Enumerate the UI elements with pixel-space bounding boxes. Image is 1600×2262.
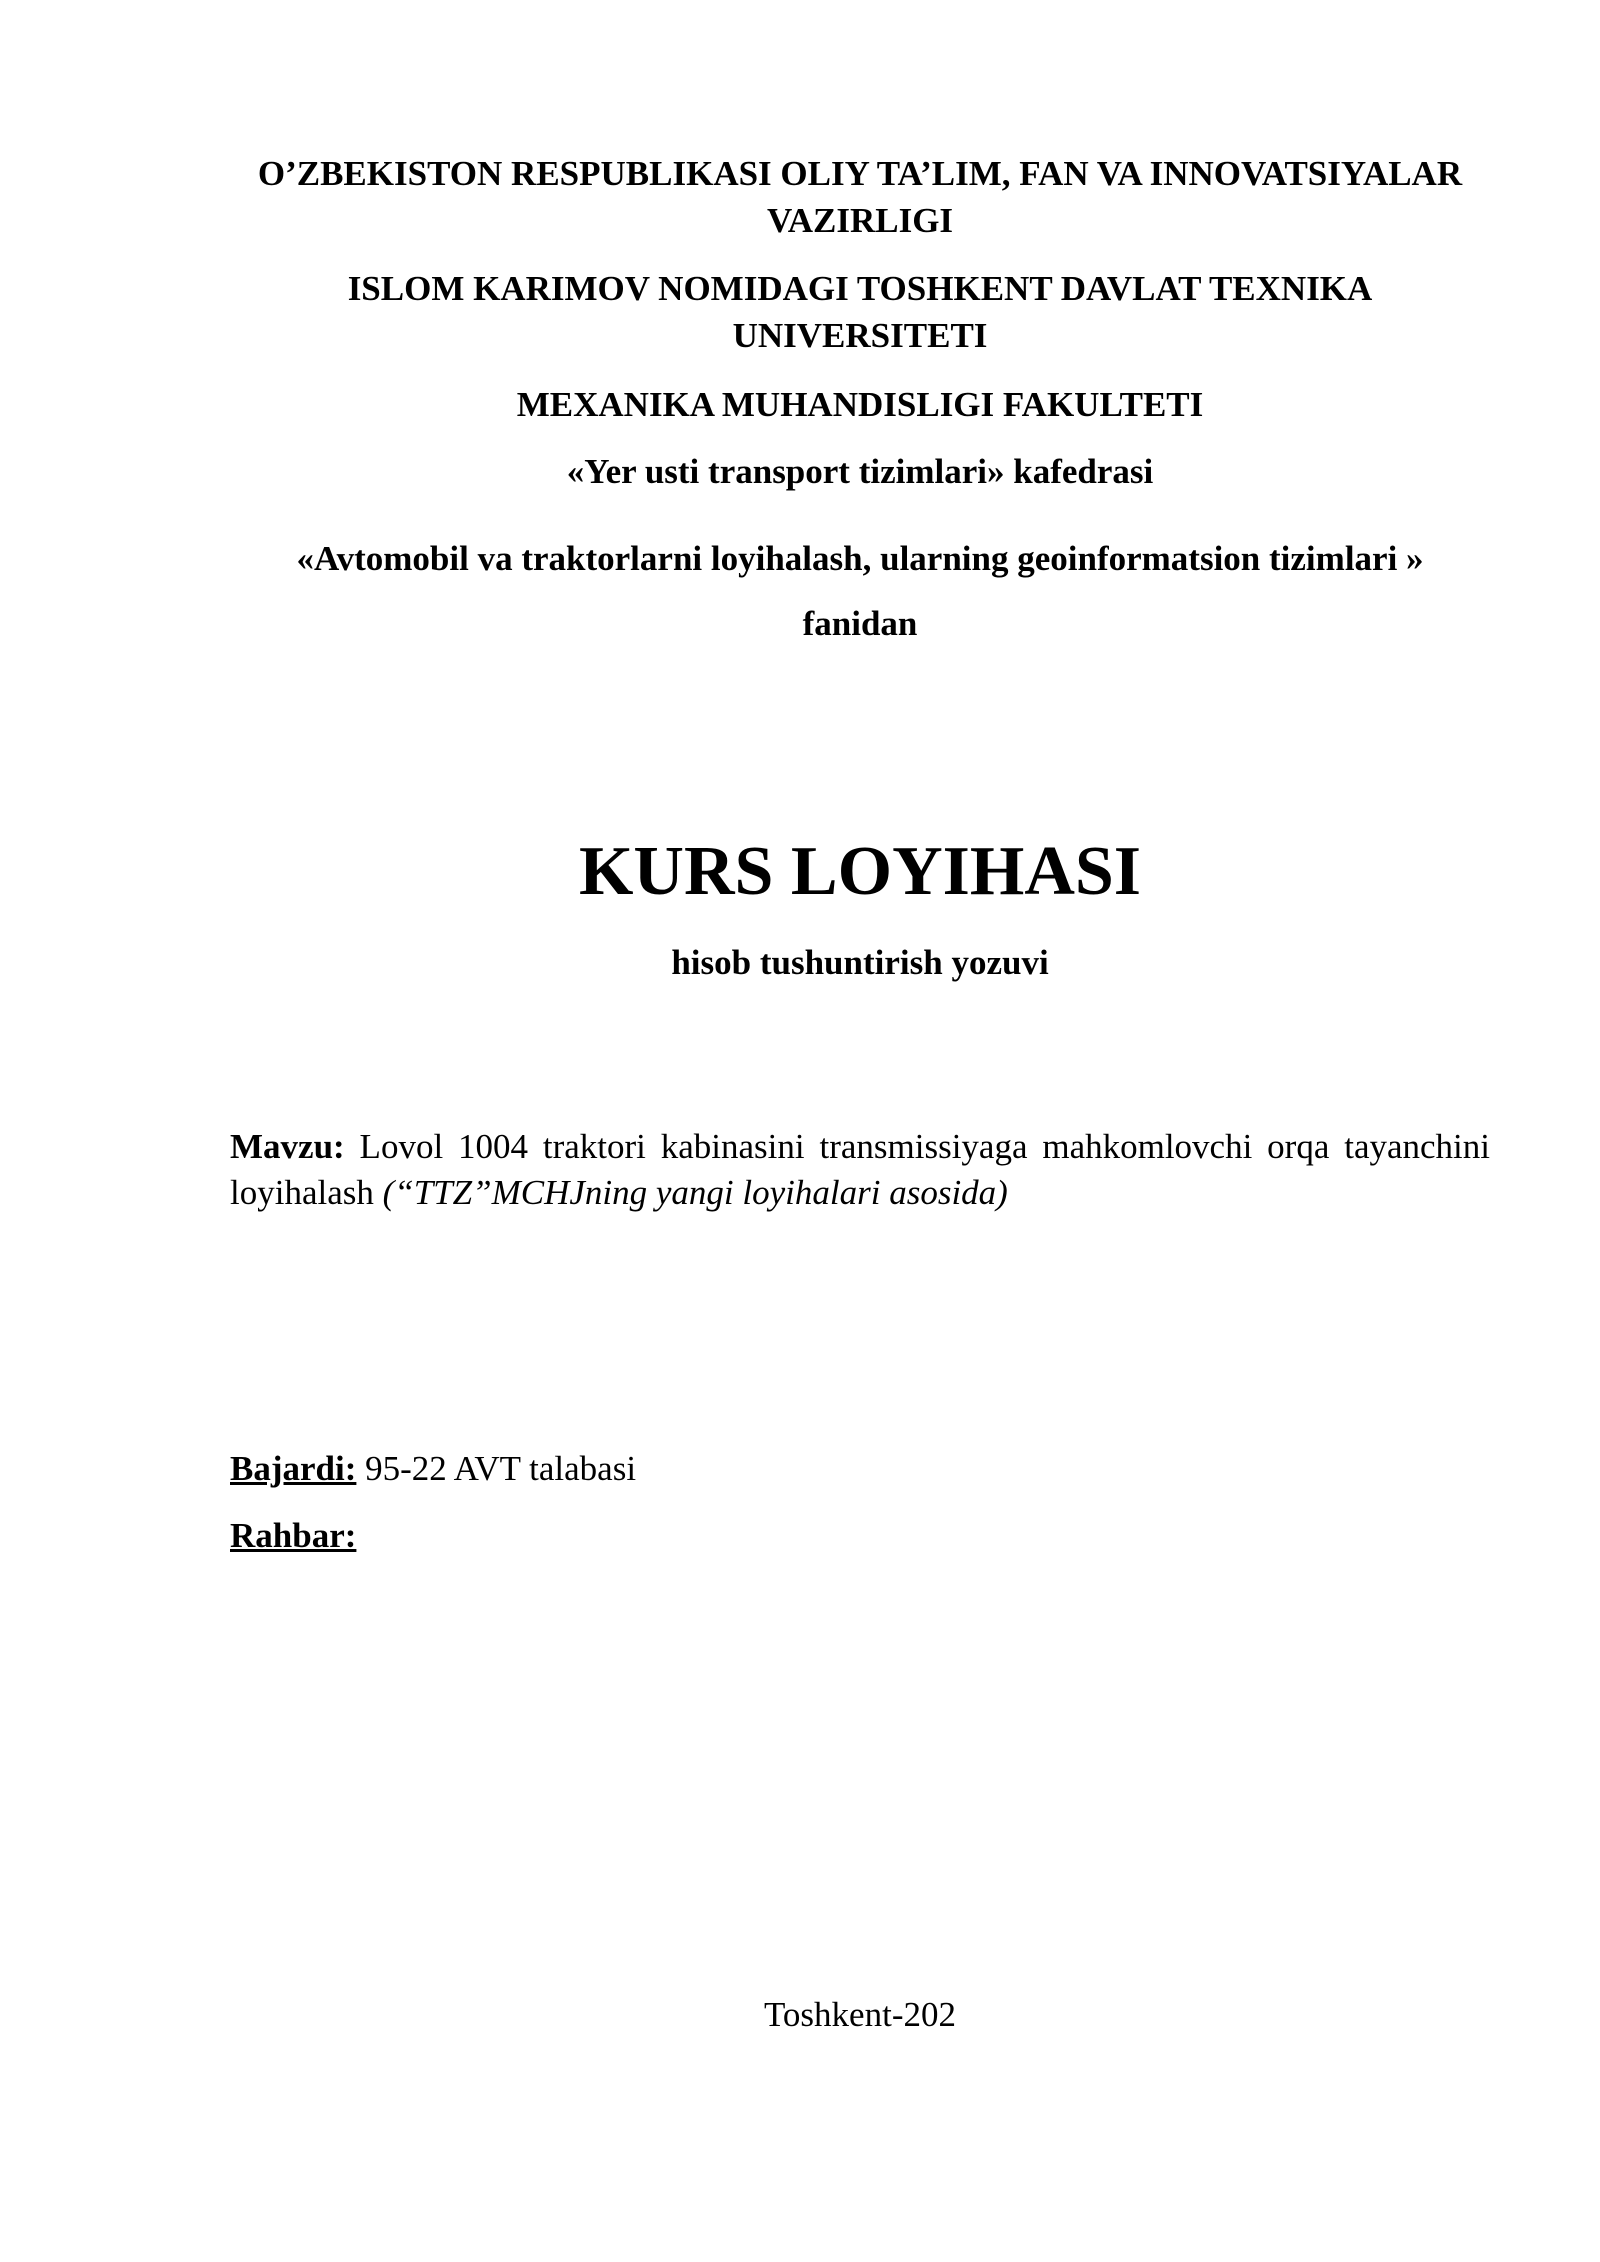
city-year: Toshkent-202 bbox=[764, 1995, 956, 2034]
faculty-heading: MEXANIKA MUHANDISLIGI FAKULTETI bbox=[516, 385, 1204, 424]
document-title: KURS LOYIHASI bbox=[578, 833, 1142, 910]
supervisor-label: Rahbar: bbox=[230, 1516, 357, 1555]
subject-suffix: fanidan bbox=[802, 604, 918, 643]
supervisor-line bbox=[230, 1513, 356, 1559]
performer-line bbox=[230, 1446, 636, 1492]
ministry-heading: O’ZBEKISTON RESPUBLIKASI OLIY TA’LIM, FAN VA INNOVATSIYALAR VAZIRLIGI bbox=[257, 154, 1463, 240]
topic-label: Mavzu: bbox=[230, 1127, 345, 1166]
performer-value: 95-22 AVT talabasi bbox=[356, 1449, 637, 1488]
university-heading: ISLOM KARIMOV NOMIDAGI TOSHKENT DAVLAT TEXNIKA UNIVERSITETI bbox=[347, 269, 1373, 355]
department-heading: «Yer usti transport tizimlari» kafedrasi bbox=[566, 452, 1154, 491]
document-subtitle: hisob tushuntirish yozuvi bbox=[671, 943, 1049, 982]
topic-paragraph bbox=[230, 1124, 1490, 1216]
topic-italic-note: (“TTZ”MCHJning yangi loyihalari asosida) bbox=[382, 1173, 1008, 1212]
subject-heading: «Avtomobil va traktorlarni loyihalash, ularning geoinformatsion tizimlari » bbox=[296, 539, 1424, 578]
topic-text: Lovol 1004 traktori kabinasini transmissiyaga mahkomlovchi orqa tayanchini loyihalash bbox=[230, 1127, 1490, 1212]
performer-label: Bajardi: bbox=[230, 1449, 357, 1488]
